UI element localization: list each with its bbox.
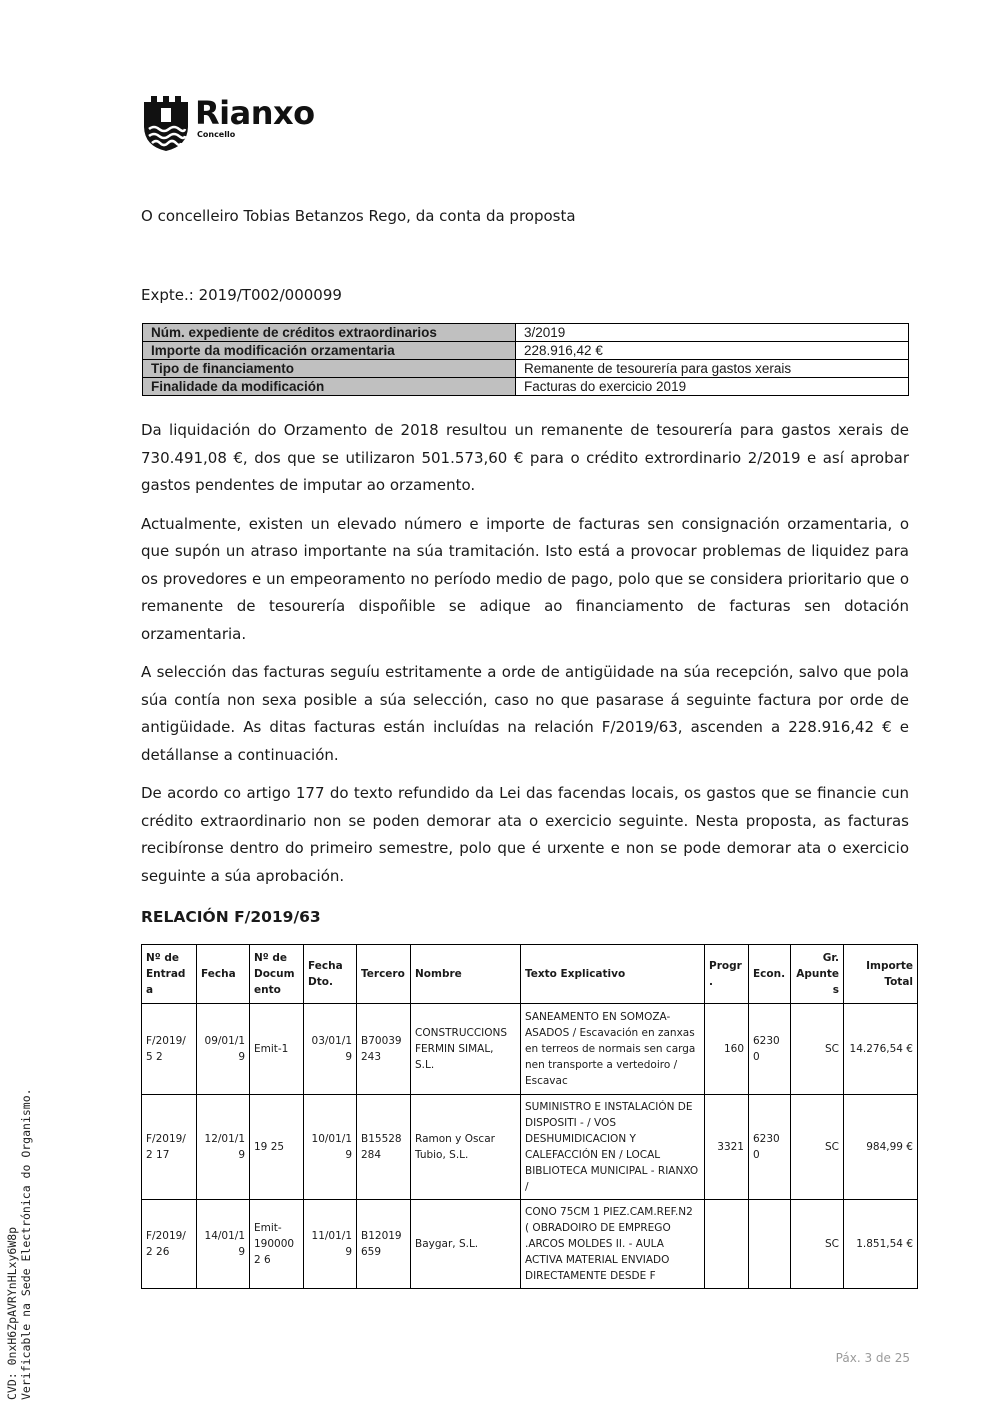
body-text — [141, 417, 909, 901]
summary-value: Remanente de tesourería para gastos xerais — [516, 360, 909, 378]
summary-row — [143, 342, 909, 360]
header-nombre: Nombre — [411, 945, 521, 1004]
cell-progr — [705, 1200, 749, 1289]
summary-row — [143, 360, 909, 378]
table-row — [142, 1095, 918, 1200]
cell-texto: CONO 75CM 1 PIEZ.CAM.REF.N2 ( OBRADOIRO DE EMPREGO .ARCOS MOLDES II. - AULA ACTIVA MATERIAL ENVIADO DIRECTAMENTE DESDE F — [521, 1200, 705, 1289]
summary-label: Núm. expediente de créditos extraordinarios — [143, 324, 516, 342]
expediente-number: Expte.: 2019/T002/000099 — [141, 286, 342, 304]
cell-importe: 984,99 € — [844, 1095, 918, 1200]
cell-econ — [749, 1200, 791, 1289]
table-row — [142, 1004, 918, 1095]
header-importe: Importe Total — [844, 945, 918, 1004]
summary-value: 3/2019 — [516, 324, 909, 342]
header-entrada: Nº de Entrada — [142, 945, 197, 1004]
header-gr-apuntes: Gr. Apunte s — [791, 945, 844, 1004]
cell-fecha: 14/01/1 9 — [197, 1200, 250, 1289]
cell-tercero: B12019 659 — [357, 1200, 411, 1289]
summary-label: Importe da modificación orzamentaria — [143, 342, 516, 360]
cell-documento: Emit-1 — [250, 1004, 304, 1095]
rianxo-shield-icon — [143, 96, 189, 152]
cvd-code: CVD: 0nxH6ZpAVRYnHLxy6W8p — [5, 1226, 19, 1400]
paragraph: A selección das facturas seguíu estritamente a orde de antigüidade na súa recepción, salvo que pola súa contía non sexa posible a súa selección, caso no que pasarase á seguinte factura por orde de antigüidade. As ditas facturas están incluídas na relación F/2019/63, ascenden a 228.916,42 € e detállanse a continuación. — [141, 663, 909, 764]
header-documento: Nº de Docum ento — [250, 945, 304, 1004]
concello-logo — [143, 96, 315, 152]
cell-tercero: B15528 284 — [357, 1095, 411, 1200]
header-fecha-dto: Fecha Dto. — [304, 945, 357, 1004]
cell-gr-apuntes: SC — [791, 1200, 844, 1289]
summary-table — [142, 323, 909, 396]
logo-name: Rianxo — [195, 94, 315, 132]
cell-gr-apuntes: SC — [791, 1095, 844, 1200]
cell-nombre: Ramon y Oscar Tubio, S.L. — [411, 1095, 521, 1200]
cell-importe: 14.276,54 € — [844, 1004, 918, 1095]
intro-text: O concelleiro Tobias Betanzos Rego, da conta da proposta — [141, 207, 576, 225]
cell-entrada: F/2019/5 2 — [142, 1004, 197, 1095]
header-econ: Econ. — [749, 945, 791, 1004]
cell-gr-apuntes: SC — [791, 1004, 844, 1095]
summary-label: Finalidade da modificación — [143, 378, 516, 396]
logo-subtitle: Concello — [197, 130, 236, 139]
invoice-table — [141, 944, 918, 1289]
page-number: Páx. 3 de 25 — [835, 1351, 910, 1365]
cell-tercero: B70039 243 — [357, 1004, 411, 1095]
verification-code — [5, 1088, 33, 1400]
paragraph: De acordo co artigo 177 do texto refundido da Lei das facendas locais, os gastos que se financie cun crédito extraordinario non se poden demorar ata o exercicio seguinte. Nesta proposta, as facturas recibíronse dentro do primeiro semestre, polo que é urxente e non se pode demorar ata o exercicio seguinte a súa aprobación. — [141, 784, 909, 885]
cell-fecha-dto: 11/01/1 9 — [304, 1200, 357, 1289]
summary-value: 228.916,42 € — [516, 342, 909, 360]
cell-documento: Emit-1900002 6 — [250, 1200, 304, 1289]
cell-nombre: Baygar, S.L. — [411, 1200, 521, 1289]
summary-label: Tipo de financiamento — [143, 360, 516, 378]
header-texto: Texto Explicativo — [521, 945, 705, 1004]
cell-econ: 62300 — [749, 1004, 791, 1095]
summary-row — [143, 378, 909, 396]
paragraph: Da liquidación do Orzamento de 2018 resultou un remanente de tesourería para gastos xerais de 730.491,08 €, dos que se utilizaron 501.573,60 € para o crédito extrordinario 2/2019 e así aprobar gastos pendentes de imputar ao orzamento. — [141, 421, 909, 494]
header-tercero: Tercero — [357, 945, 411, 1004]
cell-nombre: CONSTRUCCIONS FERMIN SIMAL, S.L. — [411, 1004, 521, 1095]
cell-texto: SUMINISTRO E INSTALACIÓN DE DISPOSITI - / VOS DESHUMIDICACION Y CALEFACCIÓN EN / LOCAL BIBLIOTECA MUNICIPAL - RIANXO / — [521, 1095, 705, 1200]
cell-fecha-dto: 03/01/1 9 — [304, 1004, 357, 1095]
paragraph: Actualmente, existen un elevado número e importe de facturas sen consignación orzamentaria, o que supón un atraso importante na súa tramitación. Isto está a provocar problemas de liquidez para os provedores e un empeoramento no período medio de pago, polo que se considera prioritario que o remanente de tesourería dispoñible se adique ao financiamento de facturas sen dotación orzamentaria. — [141, 514, 909, 643]
cell-entrada: F/2019/2 26 — [142, 1200, 197, 1289]
cell-documento: 19 25 — [250, 1095, 304, 1200]
invoice-header-row — [142, 945, 918, 1004]
cell-texto: SANEAMENTO EN SOMOZA-ASADOS / Escavación en zanxas en terreos de normais sen carga nen transporte a vertedoiro / Escavac — [521, 1004, 705, 1095]
cell-progr: 3321 — [705, 1095, 749, 1200]
cell-fecha: 09/01/1 9 — [197, 1004, 250, 1095]
cell-progr: 160 — [705, 1004, 749, 1095]
summary-row — [143, 324, 909, 342]
verification-note: Verificable na Sede Electrónica do Organismo. — [19, 1088, 33, 1400]
cell-econ: 62300 — [749, 1095, 791, 1200]
cell-fecha-dto: 10/01/1 9 — [304, 1095, 357, 1200]
table-row — [142, 1200, 918, 1289]
header-progr: Progr. — [705, 945, 749, 1004]
cell-fecha: 12/01/1 9 — [197, 1095, 250, 1200]
summary-value: Facturas do exercicio 2019 — [516, 378, 909, 396]
cell-importe: 1.851,54 € — [844, 1200, 918, 1289]
header-fecha: Fecha — [197, 945, 250, 1004]
cell-entrada: F/2019/2 17 — [142, 1095, 197, 1200]
relation-title: RELACIÓN F/2019/63 — [141, 908, 321, 926]
